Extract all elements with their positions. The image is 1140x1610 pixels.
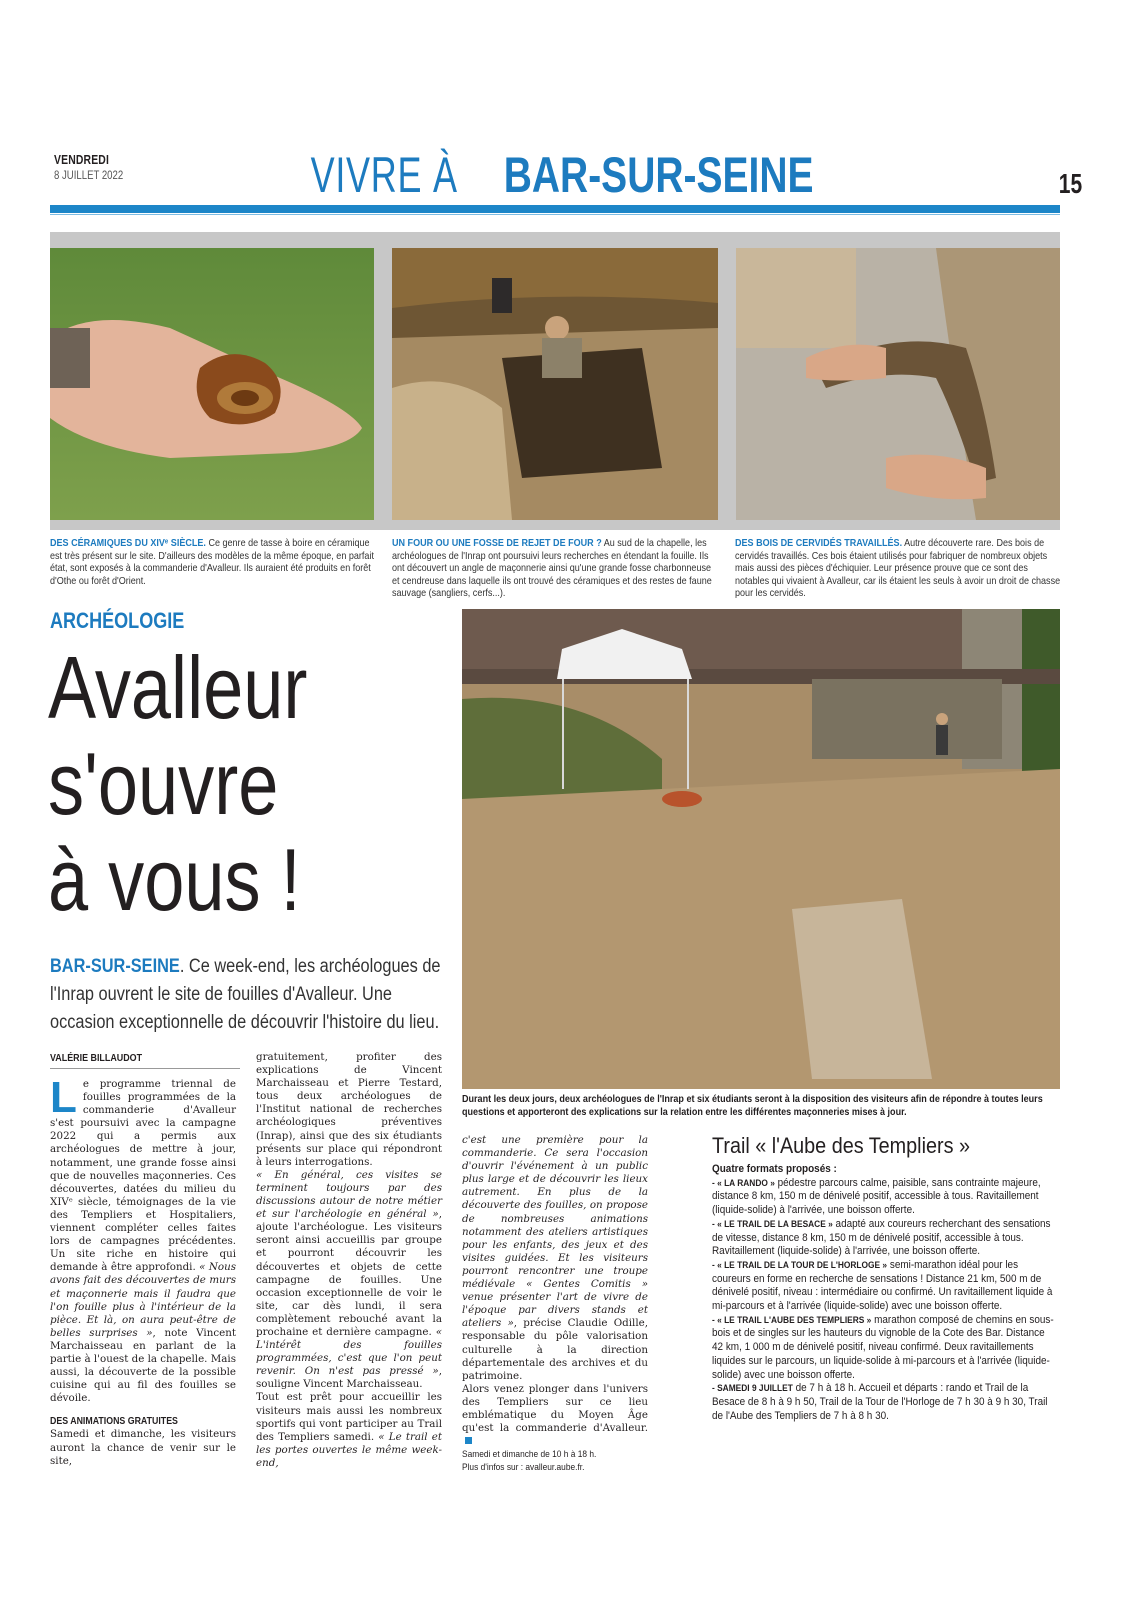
article-standfirst <box>50 953 454 1037</box>
article-column-3 <box>462 1134 648 1474</box>
opening-hours: Samedi et dimanche de 10 h à 18 h. <box>462 1449 597 1461</box>
main-photo-caption: Durant les deux jours, deux archéologues de l'Inrap et six étudiants seront à la disposition des visiteurs afin de répondre à toutes leurs questions et apporteront des explications sur la relation entre les différentes maçonneries mises à jour. <box>462 1093 1043 1118</box>
more-info-link: Plus d'infos sur : avalleur.aube.fr. <box>462 1462 585 1474</box>
paragraph: gratuitement, profiter des explications de Vincent Marchaisseau et Pierre Testard, tous deux archéologues de l'Institut national de recherches archéologiques préventives (Inrap), ainsi que des six étudiants présents sur place qui répondront à leurs interrogations. <box>256 1051 442 1168</box>
byline-rule <box>50 1068 240 1069</box>
header-rule-thin <box>50 214 1060 215</box>
trail-item <box>712 1218 1057 1259</box>
author-byline: VALÉRIE BILLAUDOT <box>50 1052 143 1064</box>
quote: « Le trail et les portes ouvertes le même week-end, <box>256 1430 442 1469</box>
headline-line: Avalleur <box>48 638 308 737</box>
trail-item <box>712 1382 1057 1423</box>
photo-caption-ceramics <box>50 537 377 587</box>
trail-item-label: - « LE TRAIL DE LA BESACE » <box>712 1218 833 1230</box>
article-column-2 <box>256 1051 442 1470</box>
subheading: DES ANIMATIONS GRATUITES <box>50 1416 178 1428</box>
quote: « Nous avons fait des découvertes de murs et maçonnerie mais il faudra que l'on fouille plus à l'intérieur de la pièce. Et là, on aura peut-être de belles surprises » <box>50 1261 236 1339</box>
section-prefix: VIVRE À <box>310 147 458 203</box>
drop-cap: L <box>50 1073 77 1122</box>
trail-item-text: adapté aux coureurs recherchant des sensations de vitesse, distance 8 km, 150 m de dénivelé positif, accessible à tous. Ravitaillement (liquide-solide) à l'arrivée, une boisson offerte. <box>712 1217 1051 1258</box>
caption-text: Autre découverte rare. Des bois de cervidés travaillés. Ces bois étaient utilisés pour fabriquer de nombreux objets mais aussi des pièces d'échiquier. Leur présence prouve que ce sont des notables qui vivaient à Avalleur, car ils étaient les seuls à avoir un droit de chasse pour les cervidés. <box>735 537 1061 599</box>
page-number: 15 <box>1058 168 1082 199</box>
paragraph: e programme triennal de fouilles programmées de la commanderie d'Avalleur s'est poursuivi avec la campagne 2022 qui a permis aux archéologues de mettre à jour, notamment, une grande fosse ainsi que de nouvelles maçonneries. Ces découvertes, datées du milieu du XIVᵉ siècle, témoignages de la vie des Templiers et Hospitaliers, viennent compléter celles faites lors de campagnes précédentes. Un site riche en histoire qui demande à être approfondi. <box>50 1078 236 1274</box>
caption-text: Au sud de la chapelle, les archéologues de l'Inrap ont poursuivi leurs recherches en étendant la fouille. Ils ont découvert un angle de maçonnerie ainsi qu'une grande fosse charbonneuse et cendreuse dans laquelle ils ont trouvé des céramiques et des restes de faune sauvage (sangliers, cerfs...). <box>392 537 712 599</box>
end-of-article-mark <box>465 1437 472 1444</box>
quote: « En général, ces visites se terminent toujours par des discussions autour de notre métier et sur l'archéologie en général » <box>256 1168 442 1221</box>
trail-item-text: pédestre parcours calme, paisible, sans contrainte majeure, distance 8 km, 150 m de dénivelé positif, accessible à tous. Ravitaillement (liquide-solide) à l'arrivée, une boisson offerte. <box>712 1176 1041 1217</box>
trail-item-text: de 7 h à 18 h. Accueil et départs : rando et Trail de la Besace de 8 h à 9 h 50, Trail de la Tour de l'Horloge de 7 h 30 à 9 h 30, Trail de l'Aube des Templiers de 7 h à 8 h 30. <box>712 1382 1048 1422</box>
ceramic-cup-image <box>50 248 374 520</box>
section-town: BAR-SUR-SEINE <box>504 147 815 203</box>
paragraph: , précise Claudie Odille, responsable du pôle valorisation culturelle à la direction départementale des archives et du patrimoine. <box>462 1317 648 1382</box>
trail-item-text: marathon composé de chemins en sous-bois et de singles sur les hauteurs du vignoble de la Cote des Bar. Distance 42 km, 1 000 m de dénivelé positif, niveau confirmé. Deux ravitaillements liquides sur le parcours, un liquide-solide à mi-parcours et à l'arrivée (liquide-solide) avec une boisson offerte. <box>712 1313 1054 1381</box>
caption-lead: DES BOIS DE CERVIDÉS TRAVAILLÉS. <box>735 537 903 549</box>
quote: « L'intérêt des fouilles programmées, c'est que l'on peut revenir. On n'est pas pressé » <box>256 1325 442 1378</box>
trail-item <box>712 1259 1057 1314</box>
trail-item-text: semi-marathon idéal pour les coureurs en forme en recherche de sensations ! Distance 21 km, 500 m de dénivelé positif, niveau : intermédiaire ou confirmé. Un ravitaillement liquide à mi-parcours et à l'arrivée (liquide-solide) avec une boisson offerte. <box>712 1258 1053 1313</box>
trail-item-label: - « LE TRAIL L'AUBE DES TEMPLIERS » <box>712 1314 872 1326</box>
trail-item-label: - « LE TRAIL DE LA TOUR DE L'HORLOGE » <box>712 1259 888 1271</box>
standfirst-text: . Ce week-end, les archéologues de l'Inrap ouvrent le site de fouilles d'Avalleur. Une occasion exceptionnelle de découvrir l'histoire du lieu. <box>50 956 441 1033</box>
paragraph: Samedi et dimanche, les visiteurs auront la chance de venir sur le site, <box>50 1428 236 1467</box>
trail-item-label: - SAMEDI 9 JUILLET <box>712 1383 793 1395</box>
caption-lead: DES CÉRAMIQUES DU XIVᵉ SIÈCLE. <box>50 537 206 549</box>
main-photo-excavation <box>462 609 1060 1089</box>
paragraph: , souligne Vincent Marchaisseau. <box>256 1365 442 1391</box>
article-headline <box>48 640 307 928</box>
photo-ceramic-cup <box>50 248 374 520</box>
paragraph: , ajoute l'archéologue. Les visiteurs seront ainsi accueillis par groupe et pourront découvrir les découvertes et objets de cette campagne de fouilles. Une occasion exceptionnelle de voir le site, car dès lundi, il sera complètement rebouché avant la prochaine et dernière campagne. <box>256 1208 442 1338</box>
paragraph: Tout est prêt pour accueillir les visiteurs mais aussi les nombreux sportifs qui vont participer au Trail des Templiers samedi. <box>256 1391 442 1443</box>
deer-antler-image <box>736 248 1060 520</box>
trail-box-title: Trail « l'Aube des Templiers » <box>712 1133 971 1158</box>
trail-item-label: - « LA RANDO » <box>712 1177 775 1189</box>
issue-date: 8 JUILLET 2022 <box>54 168 124 182</box>
header-rule <box>50 205 1060 213</box>
excavation-site-image <box>462 609 1060 1089</box>
pit-digging-image <box>392 248 718 520</box>
headline-line: à vous ! <box>48 830 301 929</box>
caption-text: Ce genre de tasse à boire en céramique est très présent sur le site. D'ailleurs des modèles de la même époque, en parfait état, sont exposés à la commanderie d'Avalleur. Ils auraient été produits en forêt d'Othe ou forêt d'Orient. <box>50 537 374 587</box>
caption-lead: UN FOUR OU UNE FOSSE DE REJET DE FOUR ? <box>392 537 602 549</box>
trail-box <box>712 1163 1057 1423</box>
trail-item <box>712 1177 1057 1218</box>
article-kicker: ARCHÉOLOGIE <box>50 608 185 633</box>
issue-day: VENDREDI <box>54 152 110 167</box>
section-title <box>0 147 1140 203</box>
photo-deer-antler <box>736 248 1060 520</box>
paragraph: Alors venez plonger dans l'univers des Templiers sur ce lieu emblématique du Moyen Âge qu'est la commanderie d'Avalleur. <box>462 1382 648 1435</box>
quote: c'est une première pour la commanderie. Ce sera l'occasion d'ouvrir l'événement à un public plus large et de découvrir les lieux autrement. En plus de la découverte des fouilles, on propose de nombreuses animations notamment des ateliers artistiques pour les enfants, des jeux et des visites guidées. Et les visiteurs pourront rencontrer une troupe médiévale « Gentes Comitis » venue présenter l'art de vivre de l'époque par divers stands et ateliers » <box>462 1134 648 1330</box>
photo-strip <box>50 232 1060 530</box>
article-column-1 <box>50 1073 236 1468</box>
photo-caption-antler <box>735 537 1062 600</box>
photo-pit-digging <box>392 248 718 520</box>
photo-caption-pit <box>392 537 719 600</box>
trail-box-subtitle: Quatre formats proposés : <box>712 1163 837 1175</box>
trail-item <box>712 1314 1057 1383</box>
standfirst-town: BAR-SUR-SEINE <box>50 956 180 977</box>
paragraph: , note Vincent Marchaisseau en parlant de la partie à l'ouest de la chapelle. Mais aussi, la découverte de la possible cuisine qui au fil des fouilles se dévoile. <box>50 1326 236 1405</box>
headline-line: s'ouvre <box>48 734 279 833</box>
